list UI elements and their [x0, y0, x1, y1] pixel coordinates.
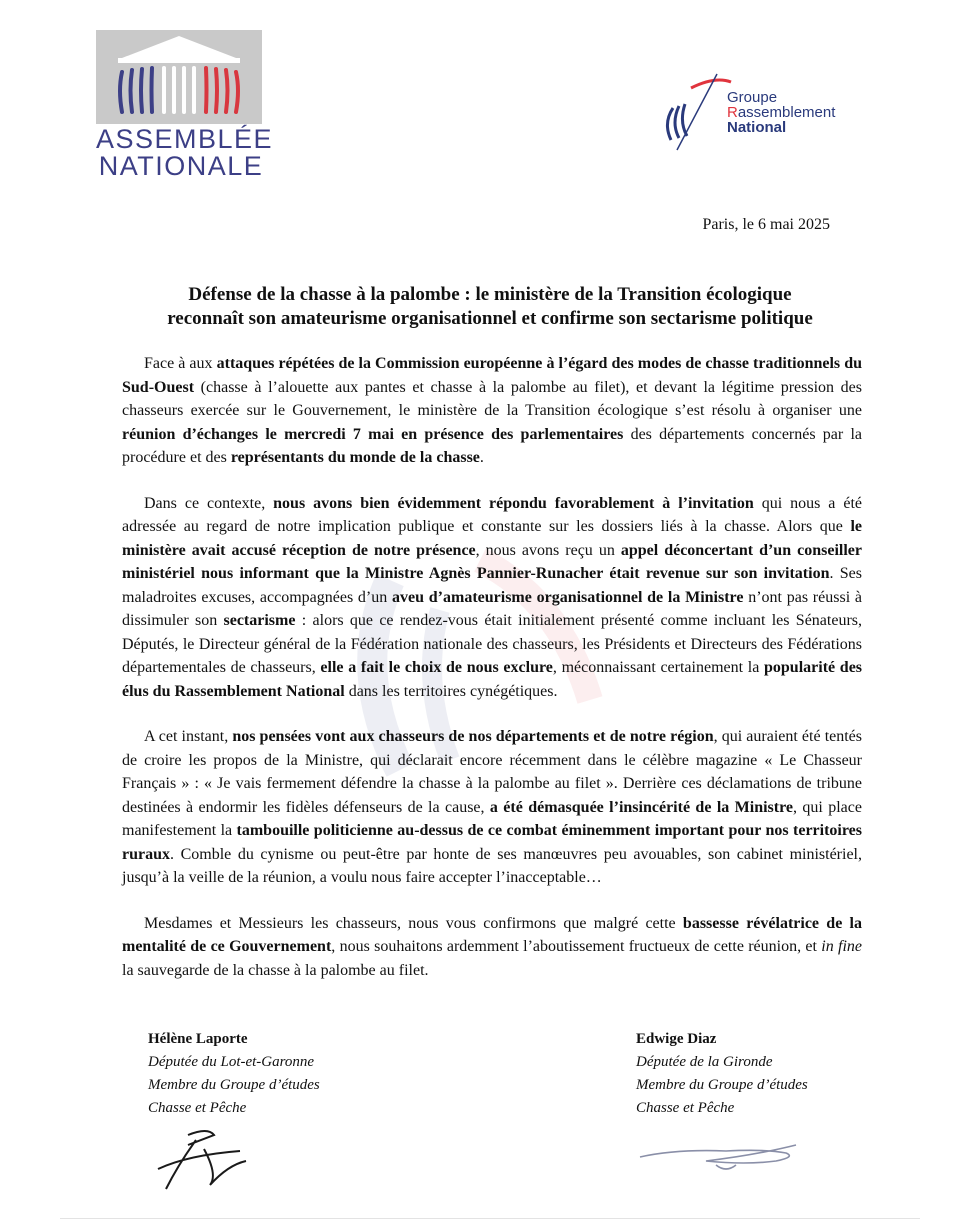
emphasis-text: aveu d’amateurisme organisationnel de la Ministre: [392, 588, 744, 606]
emphasis-text: réunion d’échanges le mercredi 7 mai en présence des parlementaires: [122, 425, 624, 443]
paragraph-text: . Ses maladroites excuses, accompagnées d’un: [122, 565, 862, 606]
signatory-role: Députée du Lot-et-Garonne: [148, 1054, 315, 1070]
assemblee-line2: NATIONALE: [98, 151, 264, 181]
assemblee-building-icon: [96, 30, 262, 124]
rn-line2-rest: assemblement: [737, 104, 836, 121]
signatory-role: Députée de la Gironde: [636, 1054, 773, 1070]
paragraph-text: .: [479, 449, 484, 466]
emphasis-text: tambouille politicienne au-dessus de ce combat éminemment important pour nos territoires ruraux: [122, 822, 862, 863]
rn-line2: [727, 105, 835, 120]
paragraph-text: , nous souhaitons ardemment l’aboutissement fructueux de cette réunion, et: [331, 938, 822, 955]
rn-flame-icon: [655, 68, 735, 158]
document-body: [122, 352, 862, 1004]
rn-text: [727, 90, 835, 135]
paragraph-text: dans les territoires cynégétiques.: [344, 682, 558, 700]
body-paragraph: [122, 492, 862, 704]
signatory-group-name: Chasse et Pêche: [636, 1100, 735, 1116]
rn-initial: R: [727, 104, 738, 121]
paragraph-text: (chasse à l’alouette aux pantes et chasse à la palombe au filet), et devant la légitime pression des chasseurs exercée sur le Gouvernement, le ministère de la Transition écologique s’est résolu à organiser une: [122, 378, 862, 419]
paragraph-text: : alors que ce rendez-vous était initialement présenté comme incluant les Sénateurs, Députés, le Directeur général de la Fédération nationale des chasseurs, les Présidents et Directeurs des Fédérations départementales de chasseurs,: [122, 612, 862, 676]
document-title: [60, 283, 920, 331]
emphasis-text: sectarisme: [223, 612, 296, 629]
signatory-name: Edwige Diaz: [636, 1031, 717, 1047]
assemblee-text: [96, 124, 274, 181]
paragraph-text: qui nous a été adressée au regard de notre implication publique et constante sur les dossiers liés à la chasse. Alors que: [122, 494, 863, 535]
emphasis-text: bassesse révélatrice de la mentalité de ce Gouvernement: [122, 914, 862, 955]
emphasis-text: le ministère avait accusé réception de notre présence: [122, 518, 862, 559]
emphasis-text: nous avons bien évidemment répondu favorablement à l’invitation: [273, 494, 754, 512]
body-paragraph: [122, 912, 862, 983]
emphasis-text: a été démasquée l’insincérité de la Ministre: [489, 798, 794, 816]
rn-line3: National: [727, 119, 787, 136]
paragraph-text: , qui place manifestement la: [122, 798, 862, 839]
rn-line1: Groupe: [727, 89, 778, 106]
paragraph-text: , méconnaissant certainement la: [552, 659, 764, 676]
paragraph-text: Mesdames et Messieurs les chasseurs, nous vous confirmons que malgré cette: [144, 914, 683, 932]
emphasis-text: attaques répétées de la Commission européenne à l’égard des modes de chasse traditionnels du Sud-Ouest: [122, 355, 863, 396]
emphasis-text: représentants du monde de la chasse: [230, 449, 480, 466]
rn-group-logo: [655, 68, 870, 158]
emphasis-text: elle a fait le choix de nous exclure: [320, 659, 553, 676]
body-paragraph: [122, 725, 862, 890]
emphasis-text: popularité des élus du Rassemblement National: [122, 659, 863, 700]
emphasis-text: appel déconcertant d’un conseiller ministériel nous informant que la Ministre Agnès Pannier-Runacher était revenue sur son invitation: [122, 541, 862, 582]
signatory-left: [148, 1028, 320, 1120]
paragraph-text: A cet instant,: [144, 728, 233, 745]
paragraph-text: Face à aux: [144, 355, 217, 372]
handwritten-signature-laporte: [148, 1125, 258, 1195]
paragraph-text: la sauvegarde de la chasse à la palombe au filet.: [122, 961, 429, 979]
document-date: Paris, le 6 mai 2025: [702, 216, 830, 233]
paragraph-text: des départements concernés par la procédure et des: [122, 425, 862, 466]
signatory-group: Membre du Groupe d’études: [636, 1077, 808, 1093]
paragraph-text: , nous avons reçu un: [475, 541, 621, 559]
title-line1: Défense de la chasse à la palombe : le ministère de la Transition écologique: [188, 284, 792, 305]
signatory-group-name: Chasse et Pêche: [148, 1100, 247, 1116]
paragraph-text: in fine: [821, 938, 862, 955]
paragraph-text: . Comble du cynisme ou peut-être par honte de ses manœuvres peu avouables, son cabinet ministériel, jusqu’à la veille de la réunion, a voulu nous faire accepter l’inacceptable…: [122, 845, 862, 886]
signatory-name: Hélène Laporte: [148, 1031, 248, 1047]
body-paragraph: [122, 352, 862, 470]
emphasis-text: nos pensées vont aux chasseurs de nos départements et de notre région: [232, 728, 714, 745]
handwritten-signature-diaz: [636, 1135, 806, 1175]
paragraph-text: Dans ce contexte,: [144, 494, 274, 512]
page-divider: [60, 1218, 920, 1219]
paragraph-text: , qui auraient été tentés de croire les propos de la Ministre, qui déclarait encore récemment dans le célèbre magazine « Le Chasseur Français » : « Je vais fermement défendre la chasse à la palombe au filet ». Derrière ces déclamations de tribune destinées à endormir les fidèles défenseurs de la cause,: [122, 728, 863, 816]
signatory-group: Membre du Groupe d’études: [148, 1077, 320, 1093]
paragraph-text: n’ont pas réussi à dissimuler son: [122, 588, 862, 629]
title-line2: reconnaît son amateurisme organisationnel et confirme son sectarisme politique: [167, 308, 813, 329]
assemblee-line1: ASSEMBLÉE: [96, 124, 274, 154]
signatory-right: [636, 1028, 808, 1120]
assemblee-nationale-logo: [96, 30, 274, 181]
